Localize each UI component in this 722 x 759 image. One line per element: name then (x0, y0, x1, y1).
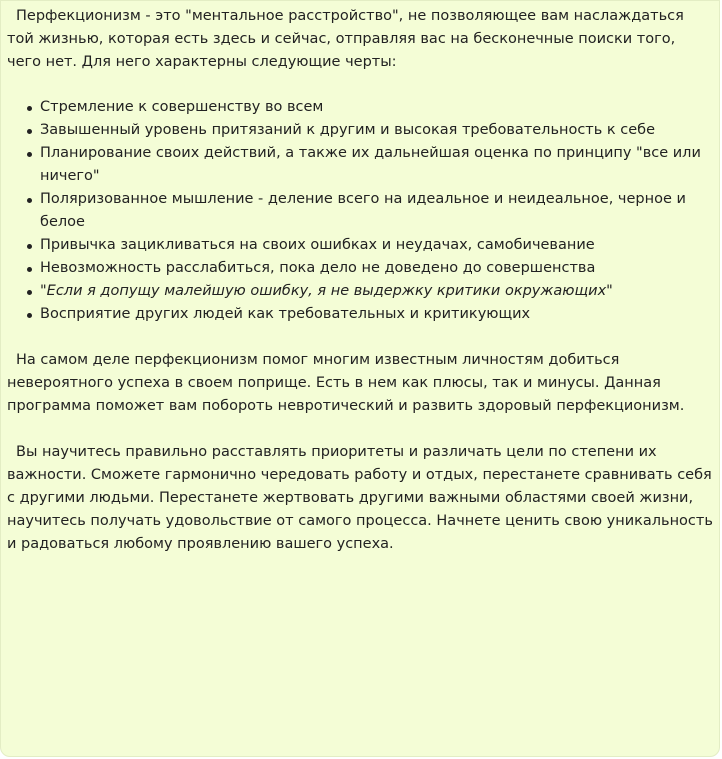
traits-list (7, 96, 713, 326)
list-item (25, 234, 713, 257)
list-item (25, 303, 713, 326)
list-item-text: Восприятие других людей как требовательных и критикующих (40, 306, 531, 322)
list-item (25, 257, 713, 280)
list-item (25, 188, 713, 234)
list-item-text: Невозможность расслабиться, пока дело не доведено до совершенства (40, 260, 596, 276)
list-item-text: "Если я допущу малейшую ошибку, я не выдержку критики окружающих" (40, 283, 613, 299)
body-paragraph-3: Вы научитесь правильно расставлять приоритеты и различать цели по степени их важности. Сможете гармонично чередовать работу и отдых, перестанете сравнивать себя с другими людьми. Перестанете жертвовать другими важными областями своей жизни, научитесь получать удовольствие от самого процесса. Начнете ценить свою уникальность и радоваться любому проявлению вашего успеха. (7, 444, 713, 552)
list-item-text: Планирование своих действий, а также их дальнейшая оценка по принципу "все или ничего" (40, 145, 701, 184)
list-item (25, 142, 713, 188)
list-item-text: Привычка зацикливаться на своих ошибках и неудачах, самобичевание (40, 237, 595, 253)
body-paragraph-2: На самом деле перфекционизм помог многим известным личностям добиться невероятного успеха в своем поприще. Есть в нем как плюсы, так и минусы. Данная программа поможет вам побороть невротический и развить здоровый перфекционизм. (7, 352, 685, 414)
list-item-text: Стремление к совершенству во всем (40, 99, 324, 115)
list-item-text: Поляризованное мышление - деление всего на идеальное и неидеальное, черное и белое (40, 191, 686, 230)
list-item (25, 119, 713, 142)
intro-paragraph: Перфекционизм - это "ментальное расстройство", не позволяющее вам наслаждаться той жизнью, которая есть здесь и сейчас, отправляя вас на бесконечные поиски того, чего нет. Для него характерны следующие черты: (7, 8, 684, 70)
list-item-text: Завышенный уровень притязаний к другим и высокая требовательность к себе (40, 122, 656, 138)
list-item-quote (25, 280, 713, 303)
list-item (25, 96, 713, 119)
